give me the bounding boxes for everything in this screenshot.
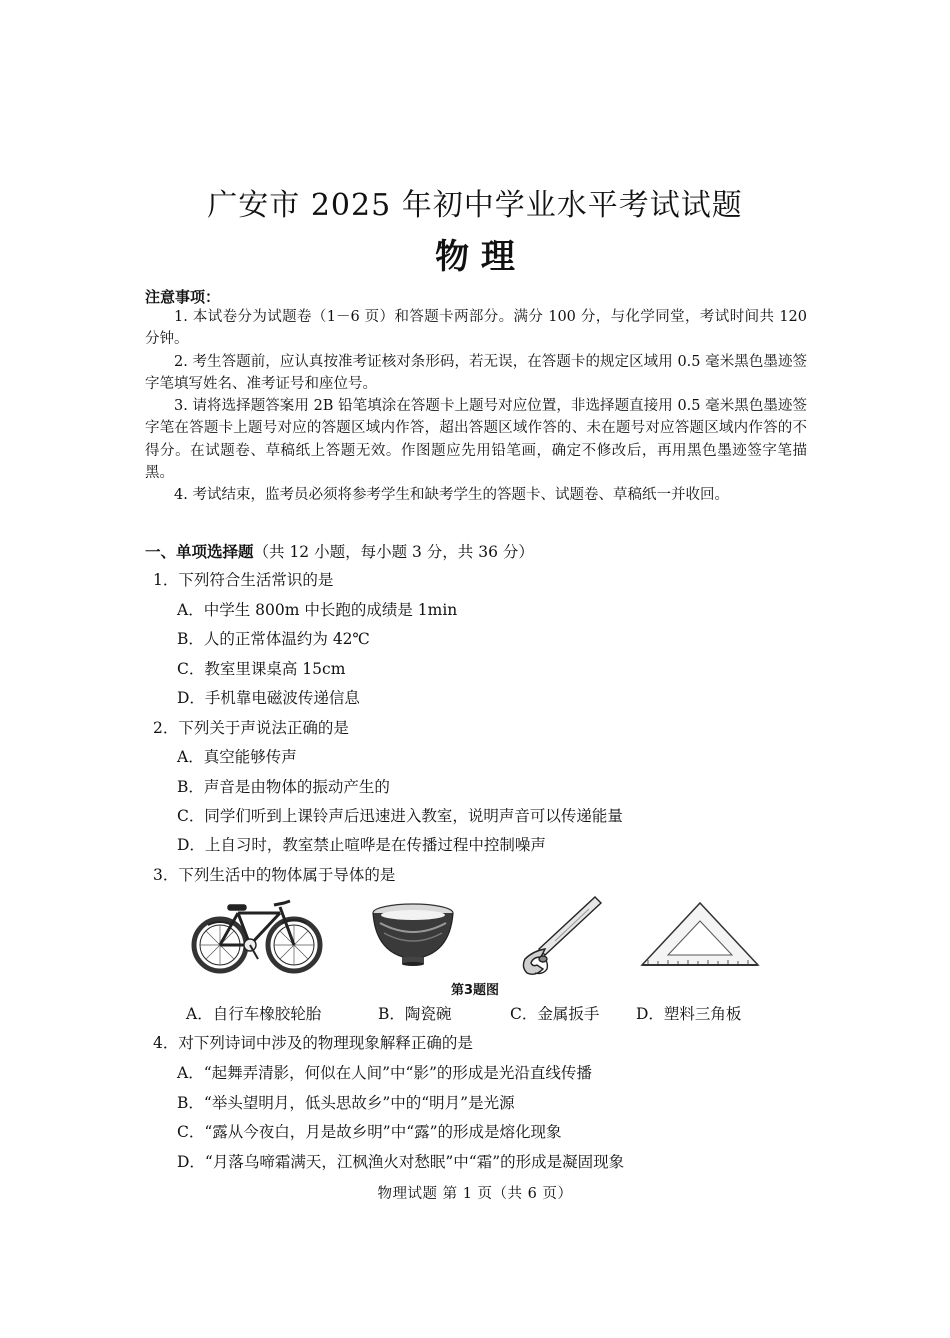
question-2-option-a: A．真空能够传声 [177,748,297,766]
question-2-option-c: C．同学们听到上课铃声后迅速进入教室，说明声音可以传递能量 [177,807,623,825]
question-3-option-d: D．塑料三角板 [636,1005,742,1023]
question-3-option-a: A．自行车橡胶轮胎 [186,1005,322,1023]
question-1-stem: 1．下列符合生活常识的是 [153,571,334,589]
question-1-option-b: B．人的正常体温约为 42℃ [177,630,370,648]
question-4-stem: 4．对下列诗词中涉及的物理现象解释正确的是 [153,1034,473,1052]
question-3-figure [180,893,780,979]
notice-item: 1. 本试卷分为试题卷（1－6 页）和答题卡两部分。满分 100 分，与化学同堂，考试时间共 120 分钟。 [145,309,807,348]
figure-caption: 第3题图 [450,983,500,998]
question-1-option-c: C．教室里课桌高 15cm [177,660,346,678]
notice-item: 4. 考试结束，监考员必须将参考学生和缺考学生的答题卡、试题卷、草稿纸一并收回。 [174,487,729,504]
question-3-option-c: C．金属扳手 [510,1005,600,1023]
notice-item: 2. 考生答题前，应认真按准考证核对条形码，若无误，在答题卡的规定区域用 0.5 毫米黑色墨迹签字笔填写姓名、准考证号和座位号。 [145,353,807,392]
section-heading [145,540,534,562]
ceramic-bowl-image [370,893,456,977]
section-label: 一、单项选择题 [145,543,254,561]
question-4-option-c: C．“露从今夜白，月是故乡明”中“露”的形成是熔化现象 [177,1123,562,1141]
notice-item: 3. 请将选择题答案用 2B 铅笔填涂在答题卡上题号对应位置，非选择题直接用 0.5 毫米黑色墨迹签字笔在答题卡上题号对应的答题区域内作答，超出答题区域作答的、未在题号对应答题区域内作答的不得分。在试题卷、草稿纸上答题无效。作图题应先用铅笔画，确定不修改后，再用黑色墨迹签字笔描黑。 [145,398,807,482]
question-3-stem: 3．下列生活中的物体属于导体的是 [153,866,396,884]
question-1-option-d: D．手机靠电磁波传递信息 [177,689,360,707]
question-2-option-d: D．上自习时，教室禁止喧哗是在传播过程中控制噪声 [177,836,546,854]
question-4-option-d: D．“月落乌啼霜满天，江枫渔火对愁眠”中“霜”的形成是凝固现象 [177,1153,625,1171]
question-4-option-a: A．“起舞弄清影，何似在人间”中“影”的形成是光沿直线传播 [177,1064,592,1082]
plastic-triangle-ruler-image [638,893,762,977]
notice-list [145,306,807,507]
question-2-stem: 2．下列关于声说法正确的是 [153,719,349,737]
notice-heading: 注意事项： [145,288,221,306]
section-info: （共 12 小题，每小题 3 分，共 36 分） [253,543,534,561]
question-2-option-b: B．声音是由物体的振动产生的 [177,778,390,796]
subject-title: 物 理 [435,237,515,277]
question-4-option-b: B．“举头望明月，低头思故乡”中的“明月”是光源 [177,1094,515,1112]
exam-title: 广安市 2025 年初中学业水平考试试题 [207,188,743,223]
question-3-option-b: B．陶瓷碗 [378,1005,452,1023]
metal-wrench-image [515,893,605,977]
question-1-option-a: A．中学生 800m 中长跑的成绩是 1min [177,601,458,619]
page-footer: 物理试题 第 1 页（共 6 页） [377,1186,573,1202]
bicycle-image [188,893,324,977]
